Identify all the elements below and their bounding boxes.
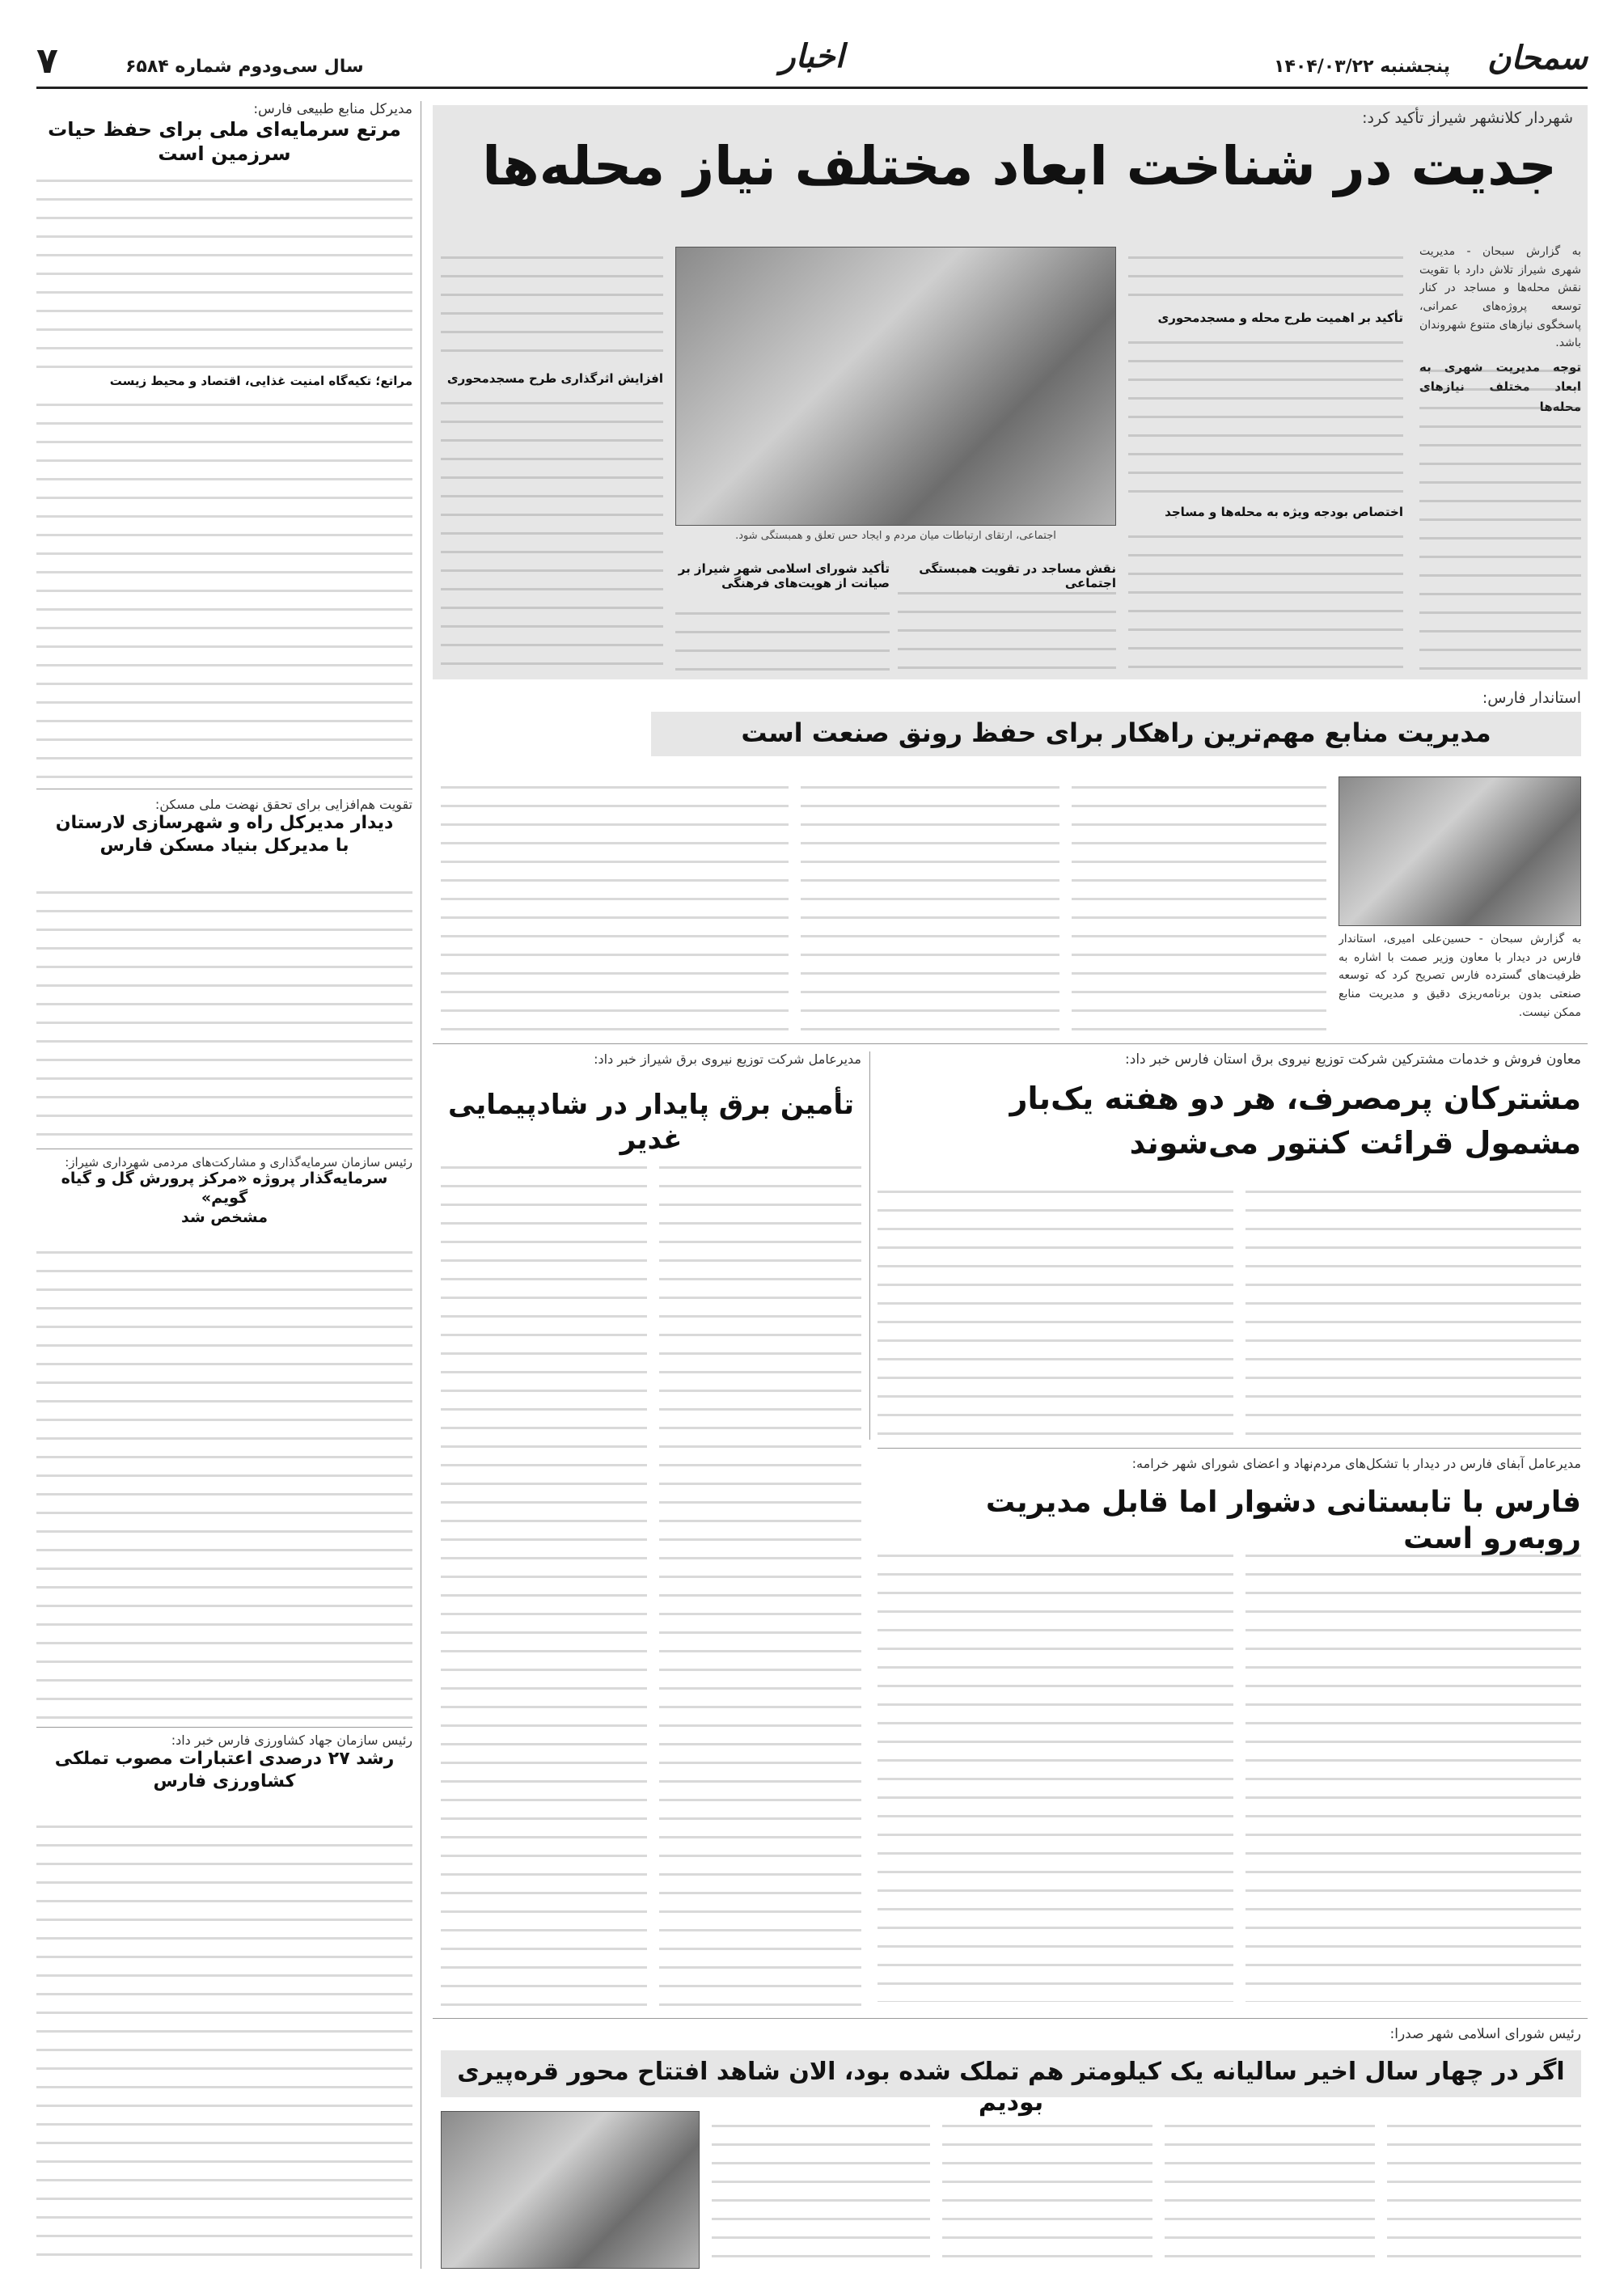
story-subhead: مراتع؛ تکیه‌گاه امنیت غذایی، اقتصاد و محیط زیست xyxy=(109,374,412,388)
story-headline: مرتع سرمایه‌ای ملی برای حفظ حیات سرزمین است xyxy=(48,118,401,165)
lead-lede: به گزارش سبحان - مدیریت شهری شیراز تلاش دارد با تقویت نقش محله‌ها و مساجد در کنار توسعه پروژه‌های عمرانی، پاسخگوی نیازهای متنوع شهروندان باشد. xyxy=(1419,245,1581,350)
body-text-block xyxy=(1245,1541,1581,2002)
body-text-block xyxy=(441,772,789,1031)
story-divider xyxy=(433,2018,1588,2019)
meter-headline-line2: مشمول قرائت کنتور می‌شوند xyxy=(1129,1125,1581,1161)
body-text-block xyxy=(659,1153,861,2006)
lead-subhead: توجه مدیریت شهری به ابعاد مختلف نیازهای محله‌ها xyxy=(1419,360,1581,414)
story-headline-line2: کشاورزی فارس xyxy=(153,1771,296,1792)
body-text-block xyxy=(36,878,412,1140)
sadra-kicker: رئیس شورای اسلامی شهر صدرا: xyxy=(1389,2026,1581,2042)
lead-subhead: اختصاص بودجه ویژه به محله‌ها و مساجد xyxy=(1165,505,1403,519)
sadra-portrait-photo xyxy=(441,2111,700,2269)
lead-subhead: تأکید بر اهمیت طرح محله و مسجدمحوری xyxy=(1157,311,1403,325)
story-headline: دیدار مدیرکل راه و شهرسازی لارستان xyxy=(55,813,394,833)
side-story-housing xyxy=(36,797,412,857)
body-text-block xyxy=(36,390,412,778)
side-story-agriculture xyxy=(36,1732,412,1792)
story-divider xyxy=(878,1448,1581,1449)
column-divider xyxy=(869,1051,870,1440)
body-text-block xyxy=(441,1153,647,2006)
issue-date: پنجشنبه ۱۴۰۴/۰۳/۲۲ xyxy=(1274,57,1450,77)
body-text-block xyxy=(1387,2111,1581,2265)
ghadir-headline: تأمین برق پایدار در شادپیمایی غدیر xyxy=(448,1089,854,1156)
body-text-block xyxy=(942,2111,1152,2265)
lead-kicker: شهردار کلانشهر شیراز تأکید کرد: xyxy=(1362,109,1573,127)
meter-kicker: معاون فروش و خدمات مشترکین شرکت توزیع نیروی برق استان فارس خبر داد: xyxy=(1125,1051,1581,1068)
story-headline: رشد ۲۷ درصدی اعتبارات مصوب تملکی xyxy=(54,1749,395,1769)
body-text-block xyxy=(878,1541,1233,2002)
story-kicker: تقویت هم‌افزایی برای تحقق نهضت ملی مسکن: xyxy=(154,797,412,812)
governor-headline: مدیریت منابع مهم‌ترین راهکار برای حفظ رونق صنعت است xyxy=(651,712,1581,756)
body-text-block xyxy=(898,578,1116,671)
governor-kicker: استاندار فارس: xyxy=(1482,689,1581,707)
body-text-block xyxy=(1128,328,1403,497)
body-text-block xyxy=(1419,356,1581,671)
body-text-block xyxy=(675,599,890,671)
body-text-block xyxy=(801,772,1059,1031)
issue-number: سال سی‌ودوم شماره ۶۵۸۴ xyxy=(125,57,364,77)
side-story-investment xyxy=(36,1155,412,1227)
summer-kicker: مدیرعامل آبفای فارس در دیدار با تشکل‌های مردم‌نهاد و اعضای شورای شهر خرامه: xyxy=(1131,1456,1581,1471)
lead-subhead: افزایش اثرگذاری طرح مسجدمحوری xyxy=(446,371,663,386)
ghadir-kicker: مدیرعامل شرکت توزیع نیروی برق شیراز خبر داد: xyxy=(594,1051,861,1067)
story-kicker: رئیس سازمان سرمایه‌گذاری و مشارکت‌های مردمی شهرداری شیراز: xyxy=(65,1155,412,1170)
page-number: ۷ xyxy=(36,40,58,82)
body-text-block xyxy=(36,1812,412,2261)
body-text-block xyxy=(1165,2111,1375,2265)
story-kicker: مدیرکل منابع طبیعی فارس: xyxy=(253,101,412,117)
meter-headline: مشترکان پرمصرف، هر دو هفته یک‌بار xyxy=(1009,1081,1581,1116)
side-story-natural-resources xyxy=(36,101,412,166)
story-kicker: رئیس سازمان جهاد کشاورزی فارس خبر داد: xyxy=(171,1732,412,1748)
masthead xyxy=(36,32,1588,89)
lead-subhead: نقش مساجد در تقویت همبستگی اجتماعی xyxy=(919,561,1116,590)
body-text-block xyxy=(36,166,412,368)
body-text-block xyxy=(36,1237,412,1719)
governor-lede-block xyxy=(1339,930,1581,1027)
story-divider xyxy=(433,1043,1588,1044)
body-text-block xyxy=(712,2111,930,2265)
story-headline-line2: با مدیرکل بنیاد مسکن فارس xyxy=(99,835,349,856)
lead-headline: جدیت در شناخت ابعاد مختلف نیاز محله‌ها xyxy=(482,135,1557,197)
sadra-headline: اگر در چهار سال اخیر سالیانه یک کیلومتر هم تملک شده بود، الان شاهد افتتاح محور قره‌پیری بودیم xyxy=(441,2050,1581,2097)
body-text-block xyxy=(1128,243,1403,307)
body-text-block xyxy=(1128,522,1403,671)
body-text-block xyxy=(1245,1177,1581,1436)
lead-photo-caption: اجتماعی، ارتقای ارتباطات میان مردم و ایجاد حس تعلق و همبستگی شود. xyxy=(735,530,1056,542)
body-text-block xyxy=(441,243,663,364)
summer-headline: فارس با تابستانی دشوار اما قابل مدیریت روبه‌رو است xyxy=(985,1486,1581,1555)
body-text-block xyxy=(1072,772,1326,1031)
governor-lede: به گزارش سبحان - حسین‌علی امیری، استاندار فارس در دیدار با معاون وزیر صمت با اشاره به ظرفیت‌های گسترده فارس تصریح کرد که توسعه صنعتی بدون برنامه‌ریزی دقیق و مدیریت منابع ممکن نیست. xyxy=(1339,933,1581,1019)
lead-subhead: تأکید شورای اسلامی شهر شیراز بر صیانت از هویت‌های فرهنگی xyxy=(678,561,890,590)
lead-photo xyxy=(675,247,1116,526)
governor-photo xyxy=(1339,776,1581,926)
body-text-block xyxy=(878,1177,1233,1436)
story-headline: سرمایه‌گذار پروژه «مرکز پرورش گل و گیاه گویم» xyxy=(61,1170,388,1207)
body-text-block xyxy=(441,388,663,671)
story-headline-line2: مشخص شد xyxy=(181,1208,268,1226)
newspaper-logo: سمحان xyxy=(1487,39,1588,77)
section-title: اخبار xyxy=(780,37,844,75)
story-divider xyxy=(36,1727,412,1728)
